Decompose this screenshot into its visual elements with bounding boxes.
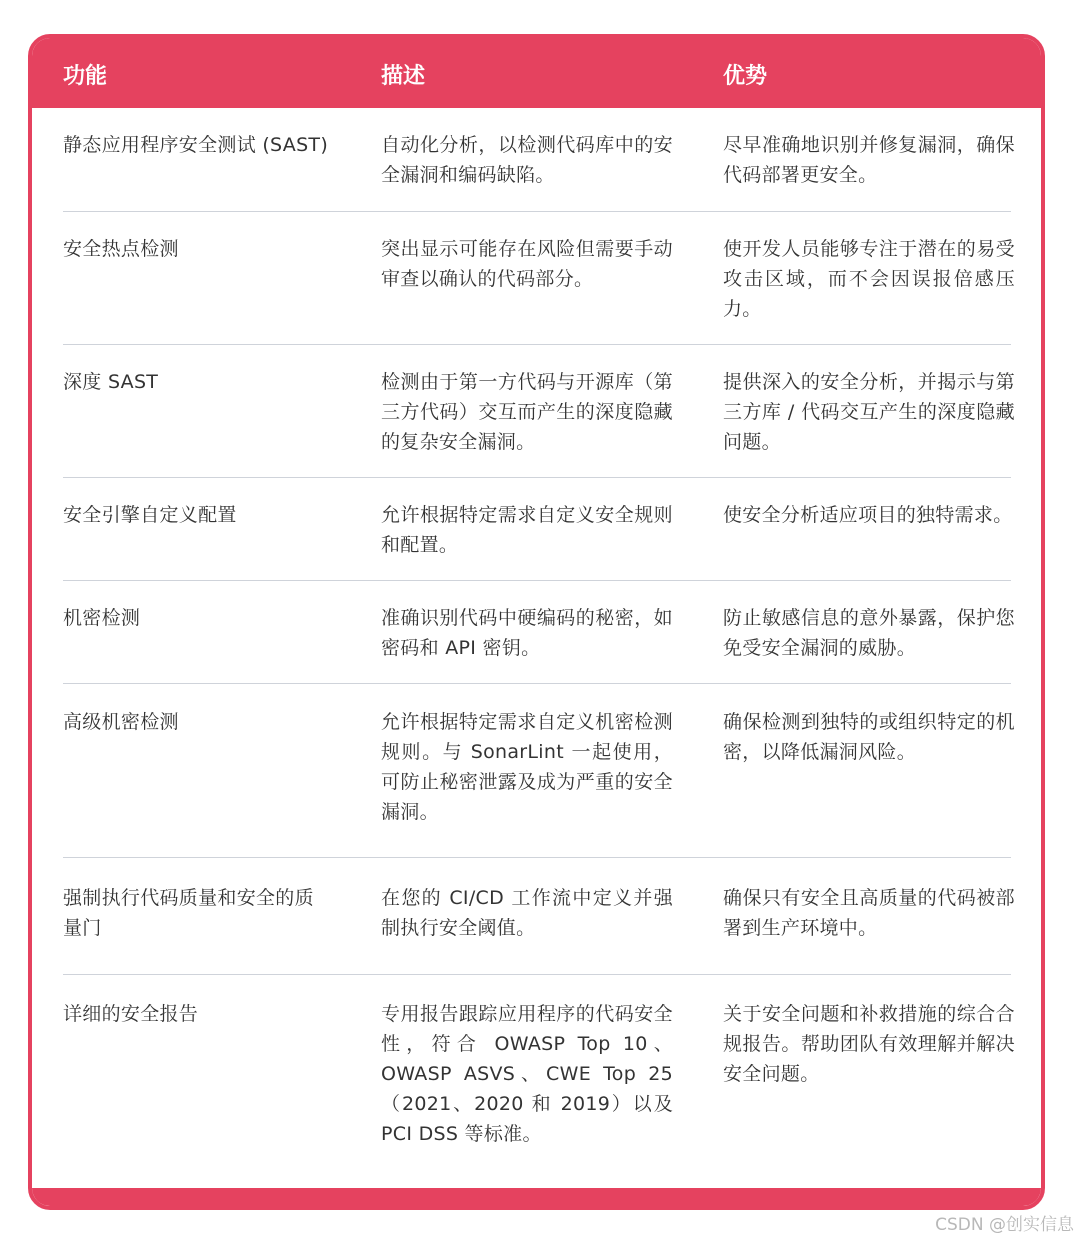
feature-cell: 高级机密检测 (63, 711, 179, 733)
table-row (63, 707, 1015, 858)
description-cell: 允许根据特定需求自定义安全规则和配置。 (381, 504, 673, 556)
description-cell: 检测由于第一方代码与开源库（第三方代码）交互而产生的深度隐藏的复杂安全漏洞。 (381, 371, 673, 453)
feature-cell: 深度 SAST (63, 371, 159, 393)
header-benefit: 优势 (723, 64, 768, 89)
header-feature: 功能 (63, 64, 108, 89)
feature-cell: 安全引擎自定义配置 (63, 504, 237, 526)
benefit-cell: 关于安全问题和补救措施的综合合规报告。帮助团队有效理解并解决安全问题。 (723, 1003, 1015, 1085)
feature-cell: 机密检测 (63, 607, 141, 629)
benefit-cell: 尽早准确地识别并修复漏洞，确保代码部署更安全。 (723, 134, 1015, 186)
table-row (63, 603, 1015, 684)
table-row (63, 999, 1015, 1159)
description-cell: 自动化分析，以检测代码库中的安全漏洞和编码缺陷。 (381, 134, 673, 186)
table-row (63, 234, 1015, 345)
watermark: CSDN @创实信息 (935, 1215, 1074, 1235)
feature-cell: 详细的安全报告 (63, 1003, 199, 1025)
feature-table-card (28, 34, 1045, 1210)
feature-cell: 静态应用程序安全测试 (SAST) (63, 134, 329, 156)
feature-cell: 强制执行代码质量和安全的质量门 (63, 887, 314, 939)
table-header (32, 38, 1041, 108)
description-cell: 在您的 CI/CD 工作流中定义并强制执行安全阈值。 (381, 887, 673, 939)
description-cell: 突出显示可能存在风险但需要手动审查以确认的代码部分。 (381, 238, 673, 290)
description-cell: 专用报告跟踪应用程序的代码安全性，符合 OWASP Top 10、OWASP ASVS、CWE Top 25（2021、2020 和 2019）以及 PCI DSS 等标准。 (381, 1003, 673, 1145)
table-row (63, 500, 1011, 581)
header-description: 描述 (381, 64, 426, 89)
description-cell: 准确识别代码中硬编码的秘密，如密码和 API 密钥。 (381, 607, 673, 659)
table-row (63, 367, 1015, 478)
benefit-cell: 提供深入的安全分析，并揭示与第三方库 / 代码交互产生的深度隐藏问题。 (723, 371, 1015, 453)
benefit-cell: 确保检测到独特的或组织特定的机密，以降低漏洞风险。 (723, 711, 1015, 763)
table-row (63, 883, 1015, 975)
table-footer-bar (32, 1188, 1041, 1206)
table-row (63, 130, 1015, 212)
feature-cell: 安全热点检测 (63, 238, 179, 260)
benefit-cell: 确保只有安全且高质量的代码被部署到生产环境中。 (723, 887, 1015, 939)
benefit-cell: 防止敏感信息的意外暴露，保护您免受安全漏洞的威胁。 (723, 607, 1015, 659)
description-cell: 允许根据特定需求自定义机密检测规则。与 SonarLint 一起使用，可防止秘密泄露及成为严重的安全漏洞。 (381, 711, 673, 823)
benefit-cell: 使开发人员能够专注于潜在的易受攻击区域，而不会因误报倍感压力。 (723, 238, 1015, 320)
benefit-cell: 使安全分析适应项目的独特需求。 (723, 504, 1013, 526)
